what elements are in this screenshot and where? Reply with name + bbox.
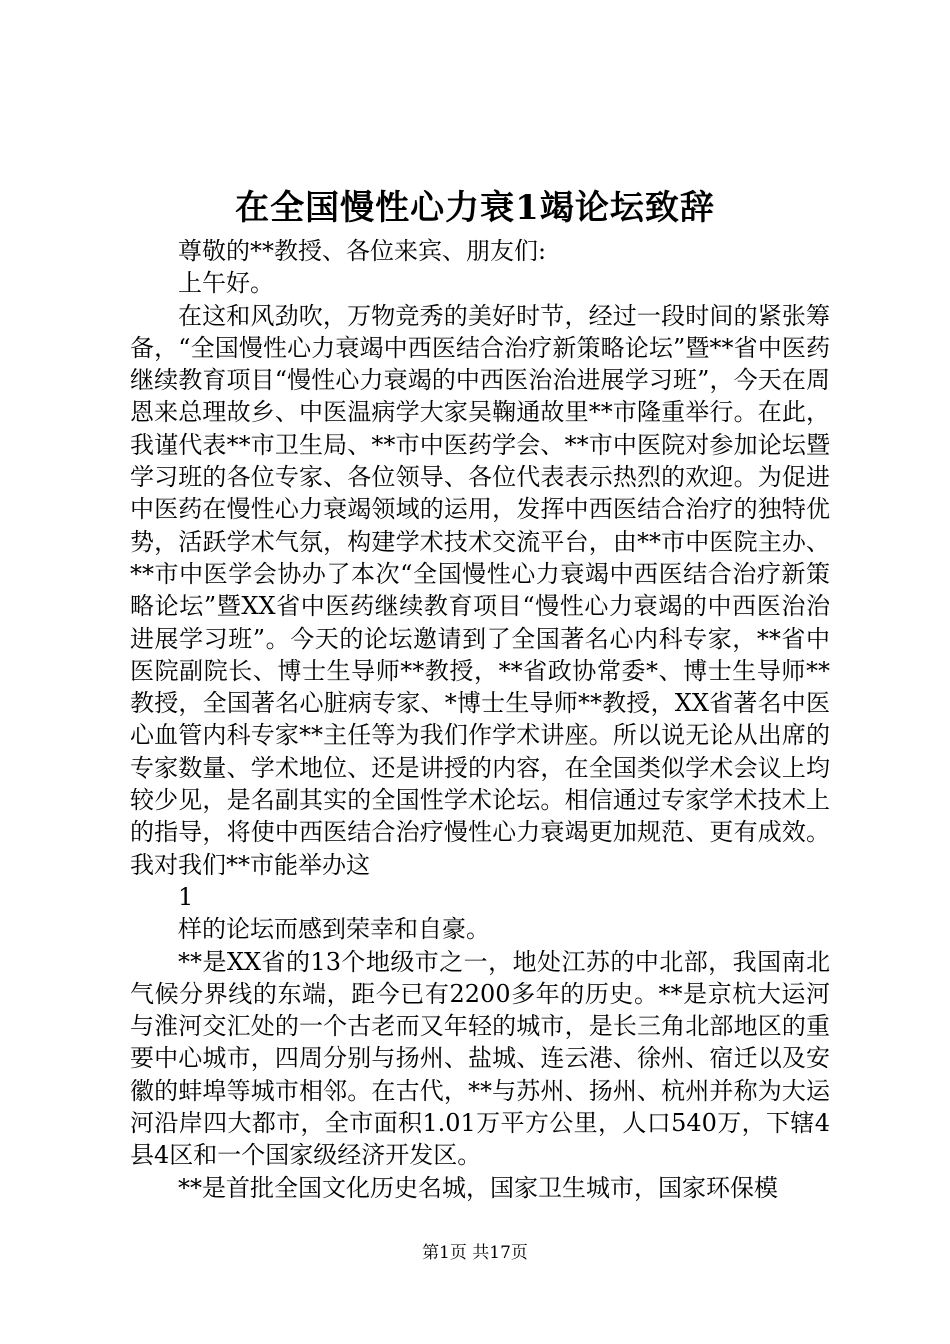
paragraph-city-intro: **是XX省的13个地级市之一，地处江苏的中北部，我国南北气候分界线的东端，距今已有2200多年的历史。**是京杭大运河与淮河交汇处的一个古老而又年轻的城市，是长三角北部地区的重要中心城市，四周分别与扬州、盐城、连云港、徐州、宿迁以及安徽的蚌埠等城市相邻。在古代，**与苏州、扬州、杭州并称为大运河沿岸四大都市，全市面积1.01万平方公里，人口540万，下辖4县4区和一个国家级经济开发区。: [130, 947, 830, 1170]
paragraph-opening: 在这和风劲吹，万物竞秀的美好时节，经过一段时间的紧张筹备，“全国慢性心力衰竭中西医结合治疗新策略论坛”暨**省中医药继续教育项目“慢性心力衰竭的中西医治治进展学习班”，今天在周恩来总理故乡、中医温病学大家吴鞠通故里**市隆重举行。在此，我谨代表**市卫生局、**市中医药学会、**市中医院对参加论坛暨学习班的各位专家、各位领导、各位代表表示热烈的欢迎。为促进中医药在慢性心力衰竭领域的运用，发挥中西医结合治疗的独特优势，活跃学术气氛，构建学术技术交流平台，由**市中医院主办、**市中医学会协办了本次“全国慢性心力衰竭中西医结合治疗新策略论坛”暨XX省中医药继续教育项目“慢性心力衰竭的中西医治治进展学习班”。今天的论坛邀请到了全国著名心内科专家，**省中医院副院长、博士生导师**教授，**省政协常委*、博士生导师**教授，全国著名心脏病专家、*博士生导师**教授，XX省著名中医心血管内科专家**主任等为我们作学术讲座。所以说无论从出席的专家数量、学术地位、还是讲授的内容，在全国类似学术会议上均较少见，是名副其实的全国性学术论坛。相信通过专家学术技术上的指导，将使中西医结合治疗慢性心力衰竭更加规范、更有成效。我对我们**市能举办这: [130, 301, 830, 879]
document-body: [130, 235, 830, 1204]
inline-page-number: 1: [178, 882, 194, 911]
paragraph-continuation: 样的论坛而感到荣幸和自豪。: [178, 915, 490, 944]
salutation: 尊敬的**教授、各位来宾、朋友们:: [178, 237, 547, 265]
document-title: 在全国慢性心力衰1竭论坛致辞: [235, 188, 715, 228]
page-footer: 第1页 共17页: [422, 1243, 528, 1263]
paragraph-city-honors: **是首批全国文化历史名城，国家卫生城市，国家环保模: [178, 1173, 778, 1202]
greeting: 上午好。: [178, 269, 274, 298]
